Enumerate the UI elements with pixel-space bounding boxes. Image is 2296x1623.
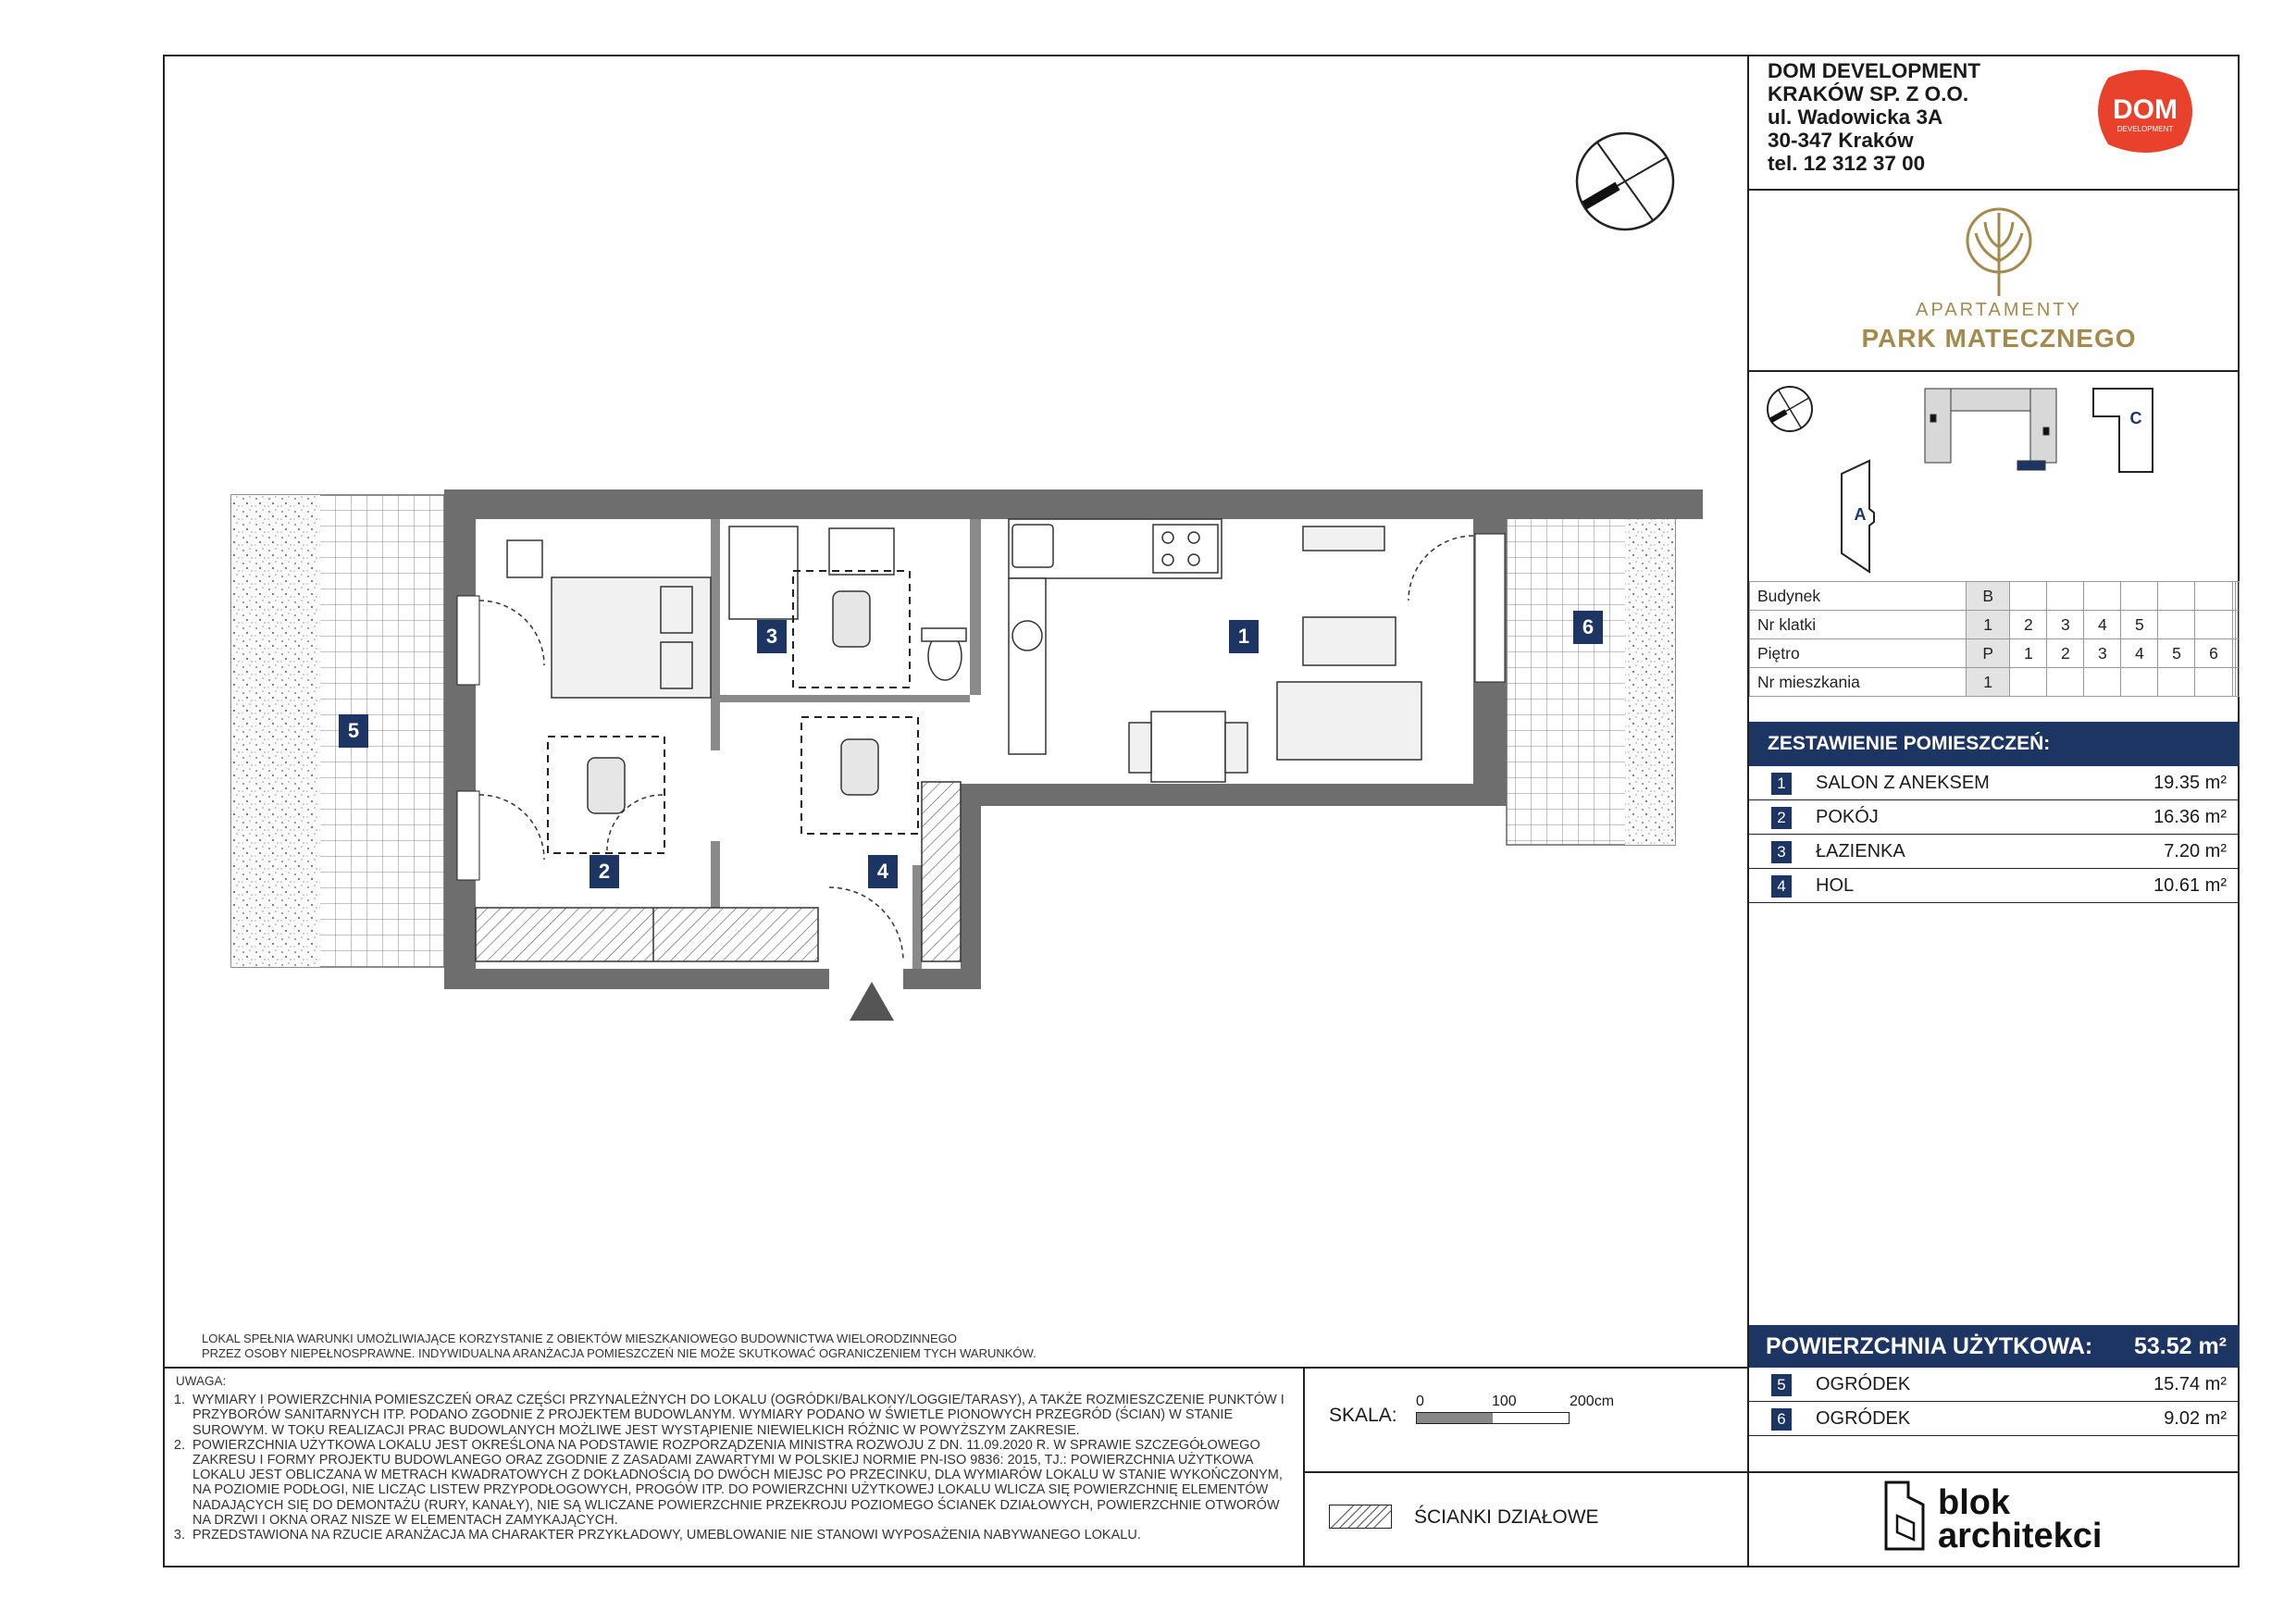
building-cell (2236, 582, 2240, 611)
header-divider-1 (1747, 189, 2240, 191)
company-street: ul. Wadowicka 3A (1768, 105, 1943, 129)
unit-cell (2047, 668, 2084, 697)
stair-label: Nr klatki (1750, 611, 1967, 639)
floor-cell: 3 (2084, 639, 2121, 668)
architect-name-line-1: blok (1938, 1483, 2011, 1522)
floor-cell: P (1967, 639, 2010, 668)
floor-cell: 1 (2010, 639, 2047, 668)
hall-wardrobe (922, 782, 961, 961)
stair-cell: 4 (2084, 611, 2121, 639)
scale-divider (1303, 1367, 1305, 1567)
building-cell (2195, 582, 2232, 611)
window-left-2 (457, 791, 479, 880)
unit-cell (2158, 668, 2195, 697)
extra-number: 6 (1771, 1408, 1792, 1431)
plan-tag-1: 1 (1229, 620, 1259, 653)
partition-walls-label: ŚCIANKI DZIAŁOWE (1414, 1506, 1599, 1528)
wardrobe (476, 908, 818, 961)
unit-row (1750, 668, 2240, 697)
company-name-1: DOM DEVELOPMENT (1768, 59, 1981, 82)
stair-cell: 1 (1967, 611, 2010, 639)
accessibility-note-line-1: LOKAL SPEŁNIA WARUNKI UMOŻLIWIAJĄCE KORZYSTANIE Z OBIEKTÓW MIESZKANIOWEGO BUDOWNICTWA WIELORODZINNEGO (202, 1332, 957, 1345)
building-a-label: A (1854, 505, 1867, 524)
architect-logo-mark (1880, 1479, 1929, 1553)
extras-list (1749, 1368, 2240, 1436)
extra-row (1749, 1402, 2240, 1436)
floor-cell: 6 (2195, 639, 2232, 668)
stair-cell (2195, 611, 2232, 639)
architect-logo (1873, 1479, 2114, 1553)
room-area: 19.35 m² (2153, 773, 2227, 793)
room-row (1749, 869, 2240, 903)
site-key-plan (1749, 372, 2240, 579)
note-item: 1. WYMIARY I POWIERZCHNIA POMIESZCZEŃ ORAZ CZĘŚCI PRZYNALEŻNYCH DO LOKALU (OGRÓDKI/BALKONY/LOGGIE/TARASY), A TAKŻE ROZMIESZCZENIE PUNKTÓW I PRZYBORÓW SANITARNYCH ITP. PODANO ZGODNIE Z PROJEKTEM BUDOWLANYM. WYMIARY PODANO W ŚWIETLE PIONOWYCH PRZEGRÓD (ŚCIAN) W STANIE SUROWYM. W TOKU REALIZACJI PRAC BUDOWLANYCH MOŻLIWE JEST WYSTĄPIENIE NIEWIELKICH RÓŻNIC W POWYŻSZYM ZAKRESIE. (189, 1393, 1296, 1438)
note-item: 2. POWIERZCHNIA UŻYTKOWA LOKALU JEST OKREŚLONA NA PODSTAWIE ROZPORZĄDZENIA MINISTRA ROZWOJU Z DN. 11.09.2020 R. W SPRAWIE SZCZEGÓŁOWEGO ZAKRESU I FORMY PROJEKTU BUDOWLANEGO ORAZ ZGODNIE Z ZASADAMI ZAWARTYMI W POLSKIEJ NORMIE PN-ISO 9836: 2015, TJ.: POWIERZCHNIA UŻYTKOWA LOKALU JEST OBLICZANA W METRACH KWADRATOWYCH Z DOKŁADNOŚCIĄ DO DWÓCH MIEJSC PO PRZECINKU, DLA WYMIARÓW LOKALU W STANIE WYKOŃCZONYM, NA POZIOMIE PODŁOGI, NIE LICZĄC LISTEW PRZYPODŁOGOWYCH, PROGÓW ITP. DO POWIERZCHNI UŻYTKOWEJ LOKALU WLICZA SIĘ POWIERZCHNIĘ ELEMENTÓW NADAJĄCYCH SIĘ DO DEMONTAŻU (RURY, KANAŁY), NIE SĄ WLICZANE POWIERZCHNIE PRZEKROJU POZIOMEGO ŚCIANEK DZIAŁOWYCH, POWIERZCHNIE OTWORÓW NA DRZWI I OKNA ORAZ NISZE W ELEMENTACH ZAMYKAJĄCYCH. (189, 1438, 1296, 1528)
usable-area-bar (1749, 1325, 2240, 1368)
stair-cell (2158, 611, 2195, 639)
stair-row (1750, 611, 2240, 639)
plan-tag-2: 2 (590, 855, 619, 888)
notes (176, 1374, 1296, 1542)
building-cell (2084, 582, 2121, 611)
room-number: 4 (1771, 875, 1792, 898)
company-address (1768, 59, 2008, 175)
room-row (1749, 800, 2240, 835)
usable-area-label: POWIERZCHNIA UŻYTKOWA: (1766, 1333, 2093, 1359)
scale-bar-fill (1417, 1413, 1493, 1423)
company-city: 30-347 Kraków (1768, 129, 1914, 152)
unit-cell (2195, 668, 2232, 697)
notes-list (176, 1393, 1296, 1542)
room-area: 16.36 m² (2153, 807, 2227, 827)
building-cell (2121, 582, 2158, 611)
accessibility-note (202, 1332, 1036, 1361)
stair-cell: 5 (2121, 611, 2158, 639)
scale-tick-0: 0 (1416, 1394, 1424, 1409)
room-name: HOL (1816, 875, 1855, 896)
floor-plan (163, 55, 1749, 1369)
extra-name: OGRÓDEK (1816, 1408, 1911, 1429)
rooms-list (1749, 766, 2240, 903)
unit-cell (2236, 668, 2240, 697)
scale-tick-200: 200cm (1570, 1394, 1615, 1409)
unit-cell (2084, 668, 2121, 697)
estate-logo (1860, 204, 2138, 361)
floor-label: Piętro (1750, 639, 1967, 668)
room-row (1749, 766, 2240, 800)
window-left-1 (457, 596, 479, 685)
extra-number: 5 (1771, 1374, 1792, 1396)
building-c-outline (2093, 389, 2153, 472)
building-cell (2047, 582, 2084, 611)
company-phone: tel. 12 312 37 00 (1768, 152, 1926, 175)
rooms-header-text: ZESTAWIENIE POMIESZCZEŃ: (1768, 733, 2051, 754)
rooms-header (1749, 722, 2240, 766)
extra-name: OGRÓDEK (1816, 1374, 1911, 1394)
stair-cell: 2 (2010, 611, 2047, 639)
unit-cell (2010, 668, 2047, 697)
dom-logo-text: DOM (2113, 94, 2178, 125)
floor-cell: 4 (2121, 639, 2158, 668)
garden-5-gravel (231, 495, 320, 967)
floor-cell (2236, 639, 2240, 668)
estate-title: PARK MATECZNEGO (1861, 324, 2137, 353)
extra-area: 15.74 m² (2153, 1374, 2227, 1394)
building-c-label: C (2129, 409, 2142, 427)
floor-row (1750, 639, 2240, 668)
building-cell (2010, 582, 2047, 611)
small-compass-icon (1768, 387, 1812, 431)
entrance-arrow (850, 982, 894, 1021)
unit-cell (2121, 668, 2158, 697)
room-name: SALON Z ANEKSEM (1816, 773, 1990, 793)
logo-divider (1747, 1471, 2240, 1473)
usable-area-value: 53.52 m² (2133, 1333, 2227, 1359)
scale-tick-100: 100 (1492, 1394, 1517, 1409)
garden-6-gravel (1625, 499, 1675, 845)
building-row (1750, 582, 2240, 611)
stair-cell (2236, 611, 2240, 639)
building-label: Budynek (1750, 582, 1967, 611)
plan-tag-6: 6 (1573, 611, 1603, 644)
scale-legend-divider (1303, 1471, 1749, 1473)
architect-name (1938, 1483, 2103, 1555)
room-name: ŁAZIENKA (1816, 841, 1905, 861)
floor-cell: 5 (2158, 639, 2195, 668)
room-number: 1 (1771, 773, 1792, 795)
scale-bar (1416, 1412, 1570, 1424)
extra-area: 9.02 m² (2164, 1408, 2227, 1429)
room-area: 10.61 m² (2153, 875, 2227, 896)
window-right (1475, 534, 1505, 682)
note-item: 3. PRZEDSTAWIONA NA RZUCIE ARANŻACJA MA CHARAKTER PRZYKŁADOWY, UMEBLOWANIE NIE STANOWI WYPOSAŻENIA NABYWANEGO LOKALU. (189, 1528, 1296, 1542)
unit-cell: 1 (1967, 668, 2010, 697)
company-name-2: KRAKÓW SP. Z O.O. (1768, 82, 1969, 105)
plan-tag-3: 3 (757, 620, 787, 653)
building-cell (2158, 582, 2195, 611)
room-number: 3 (1771, 841, 1792, 863)
plan-tag-5: 5 (339, 714, 368, 748)
building-cell: B (1967, 582, 2010, 611)
stair-cell: 3 (2047, 611, 2084, 639)
dom-development-logo (2090, 67, 2201, 155)
estate-subtitle: APARTAMENTY (1916, 300, 2082, 320)
room-name: POKÓJ (1816, 807, 1879, 827)
architect-name-line-2: architekci (1938, 1517, 2103, 1555)
tree-emblem (1957, 205, 2041, 298)
unit-info-grid (1749, 581, 2240, 697)
notes-heading: UWAGA: (176, 1374, 227, 1388)
partition-walls-swatch (1329, 1505, 1392, 1529)
room-number: 2 (1771, 807, 1792, 829)
floor-cell: 2 (2047, 639, 2084, 668)
site-buildings (1925, 389, 2056, 470)
scale-label: SKALA: (1329, 1405, 1397, 1426)
north-arrow (1577, 133, 1673, 229)
unit-label: Nr mieszkania (1750, 668, 1967, 697)
plan-tag-4: 4 (868, 855, 898, 888)
dom-logo-subtext: DEVELOPMENT (2116, 125, 2174, 133)
extra-row (1749, 1368, 2240, 1402)
accessibility-note-line-2: PRZEZ OSOBY NIEPEŁNOSPRAWNE. INDYWIDUALNA ARANŻACJA POMIESZCZEŃ NIE MOŻE SKUTKOWAĆ OGRANICZENIEM TYCH WARUNKÓW. (202, 1346, 1036, 1360)
room-area: 7.20 m² (2164, 841, 2227, 861)
room-row (1749, 835, 2240, 869)
